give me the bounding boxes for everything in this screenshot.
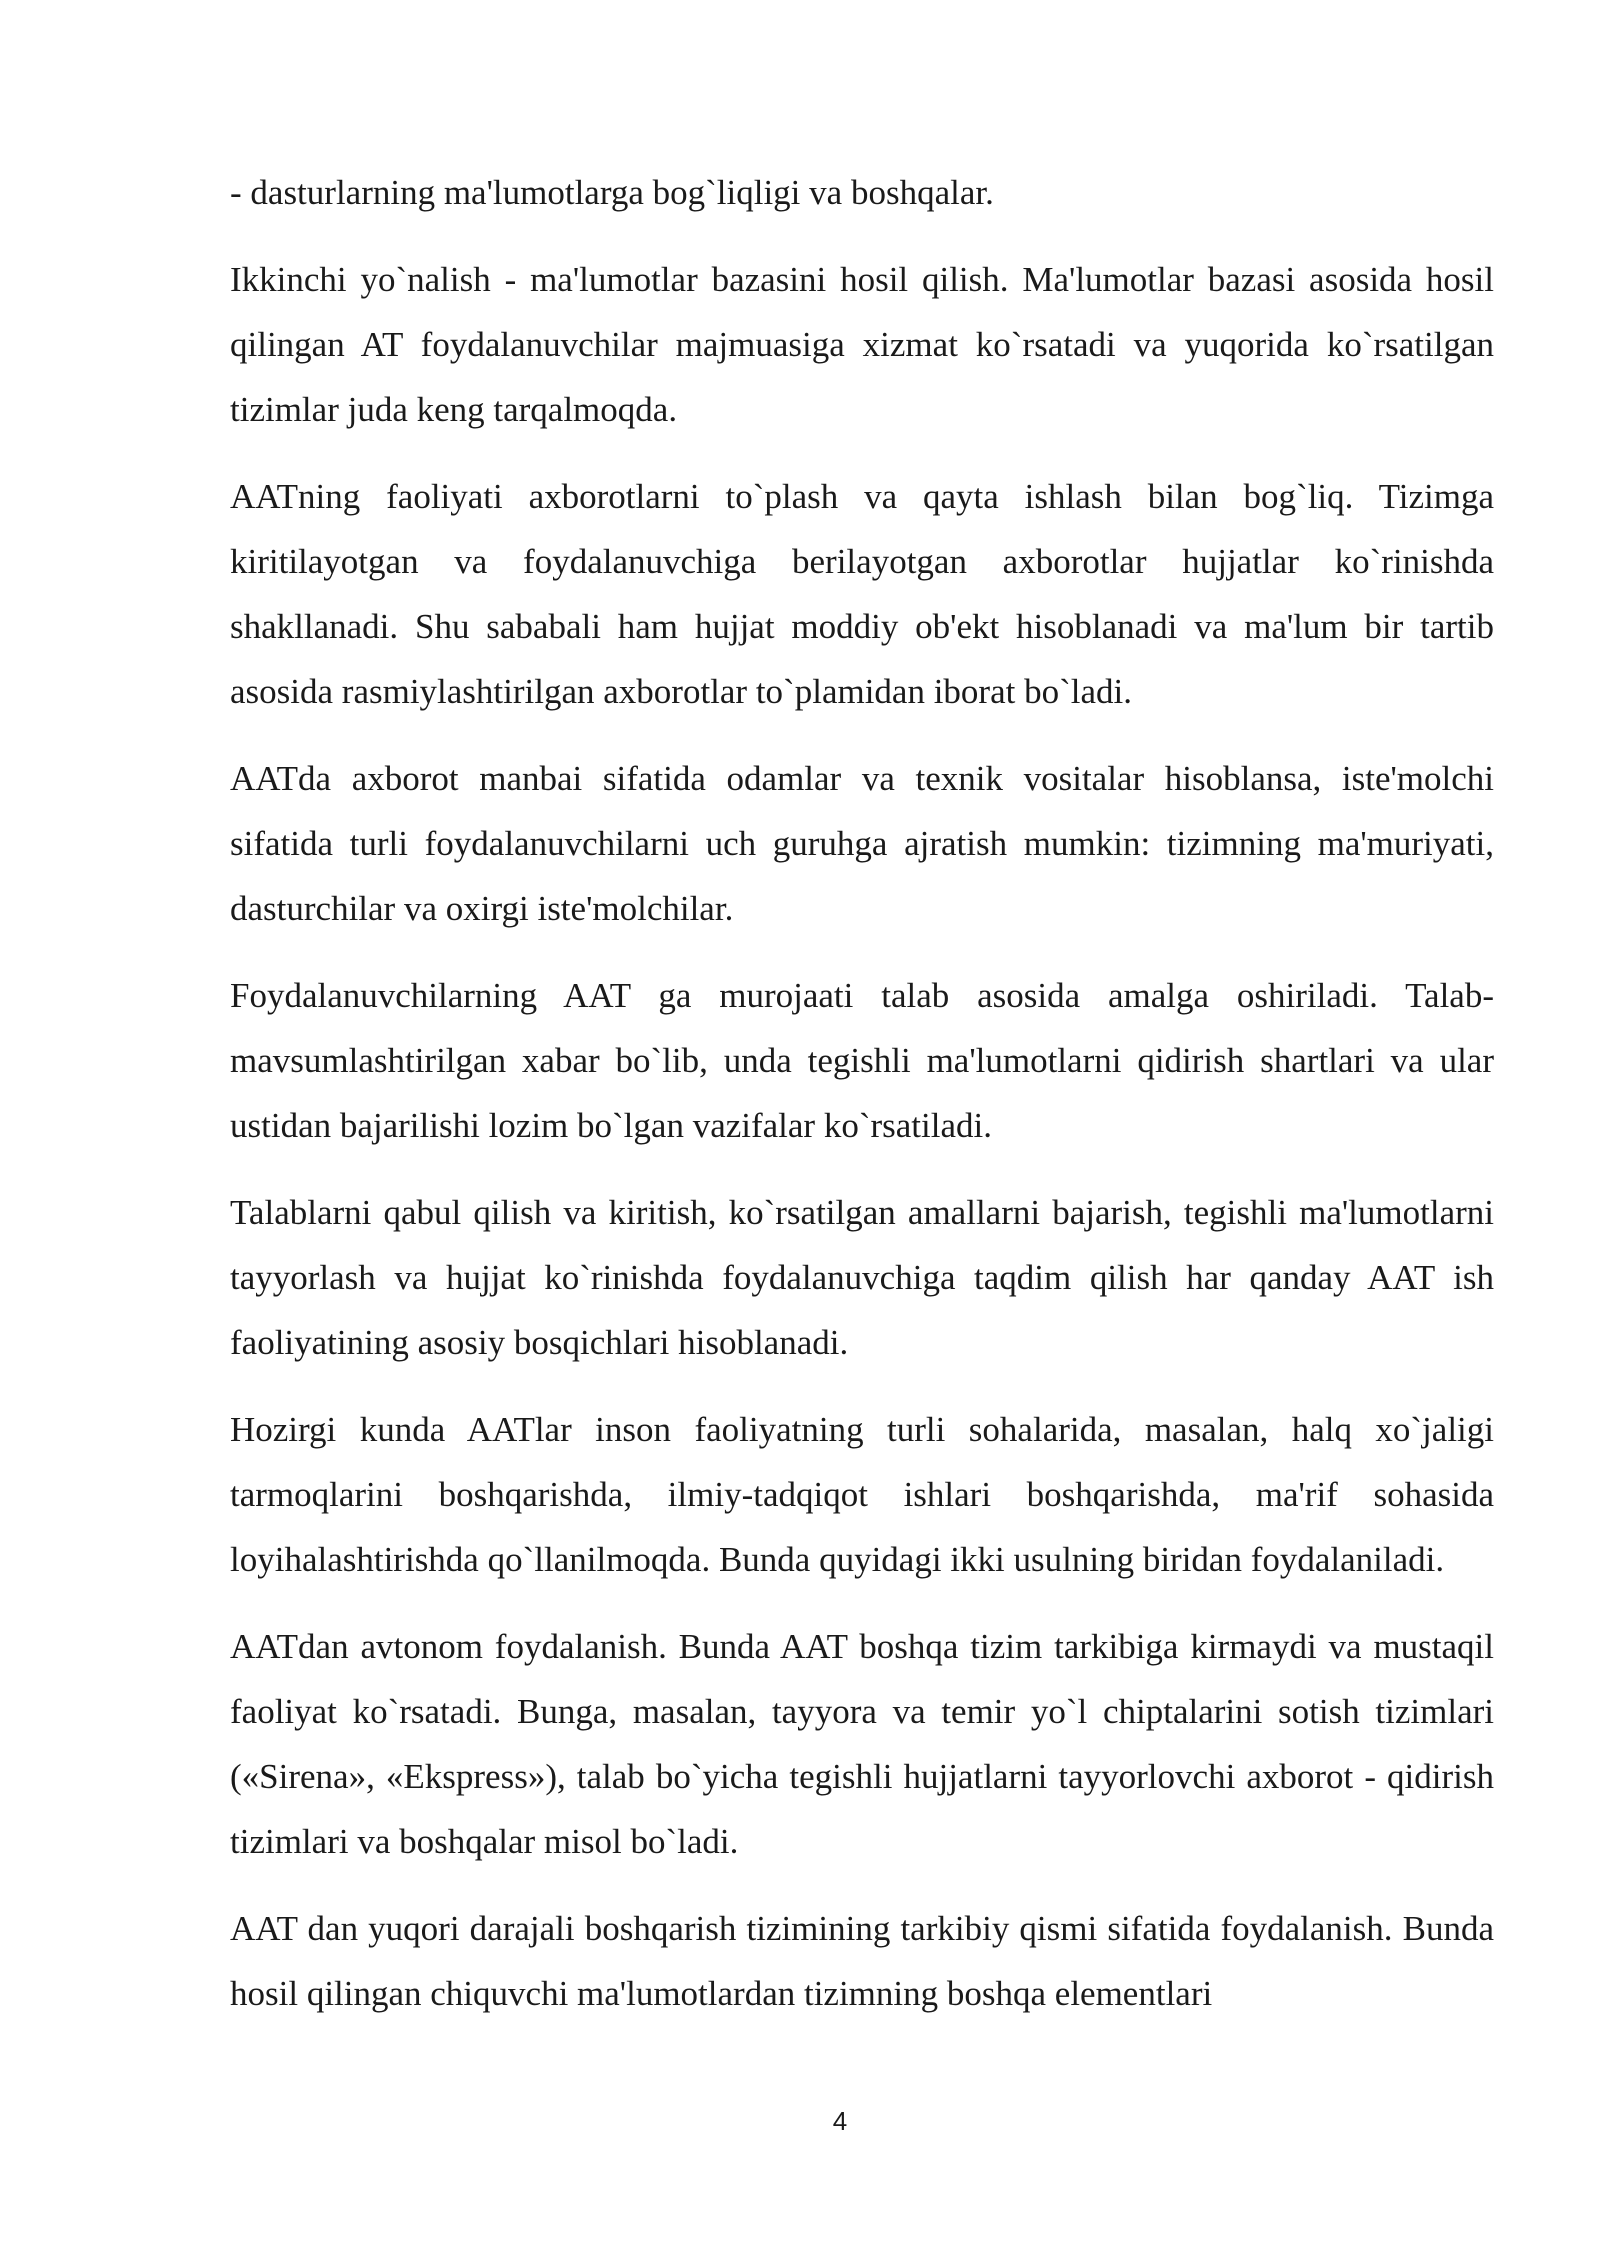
paragraph-2: Ikkinchi yo`nalish - ma'lumotlar bazasini hosil qilish. Ma'lumotlar bazasi asosida hosil qilingan AT foydalanuvchilar majmuasiga xizmat ko`rsatadi va yuqorida ko`rsatilgan tizimlar juda keng tarqalmoqda.: [230, 260, 1494, 429]
paragraph-1: - dasturlarning ma'lumotlarga bog`liqligi va boshqalar.: [230, 173, 994, 212]
paragraph-5: Foydalanuvchilarning AAT ga murojaati talab asosida amalga oshiriladi. Talab- mavsumlashtirilgan xabar bo`lib, unda tegishli ma'lumotlarni qidirish shartlari va ular ustidan bajarilishi lozim bo`lgan vazifalar ko`rsatiladi.: [230, 976, 1494, 1145]
page-number: 4: [832, 2106, 848, 2136]
paragraph-4: AATda axborot manbai sifatida odamlar va texnik vositalar hisoblansa, iste'molchi sifatida turli foydalanuvchilarni uch guruhga ajratish mumkin: tizimning ma'muriyati, dasturchilar va oxirgi iste'molchilar.: [230, 759, 1494, 928]
paragraph-9: AAT dan yuqori darajali boshqarish tizimining tarkibiy qismi sifatida foydalanish. Bunda hosil qilingan chiquvchi ma'lumotlardan tizimning boshqa elementlari: [230, 1909, 1494, 2013]
paragraph-7: Hozirgi kunda AATlar inson faoliyatning turli sohalarida, masalan, halq xo`jaligi tarmoqlarini boshqarishda, ilmiy-tadqiqot ishlari boshqarishda, ma'rif sohasida loyihalashtirishda qo`llanilmoqda. Bunda quyidagi ikki usulning biridan foydalaniladi.: [230, 1410, 1494, 1579]
paragraph-6: Talablarni qabul qilish va kiritish, ko`rsatilgan amallarni bajarish, tegishli ma'lumotlarni tayyorlash va hujjat ko`rinishda foydalanuvchiga taqdim qilish har qanday AAT ish faoliyatining asosiy bosqichlari hisoblanadi.: [230, 1193, 1494, 1362]
paragraph-3: AATning faoliyati axborotlarni to`plash va qayta ishlash bilan bog`liq. Tizimga kiritilayotgan va foydalanuvchiga berilayotgan axborotlar hujjatlar ko`rinishda shakllanadi. Shu sababali ham hujjat moddiy ob'ekt hisoblanadi va ma'lum bir tartib asosida rasmiylashtirilgan axborotlar to`plamidan iborat bo`ladi.: [230, 477, 1494, 711]
body-text: [230, 160, 1494, 2048]
paragraph-8: AATdan avtonom foydalanish. Bunda AAT boshqa tizim tarkibiga kirmaydi va mustaqil faoliyat ko`rsatadi. Bunga, masalan, tayyora va temir yo`l chiptalarini sotish tizimlari («Sirena», «Ekspress»), talab bo`yicha tegishli hujjatlarni tayyorlovchi axborot - qidirish tizimlari va boshqalar misol bo`ladi.: [230, 1627, 1494, 1861]
